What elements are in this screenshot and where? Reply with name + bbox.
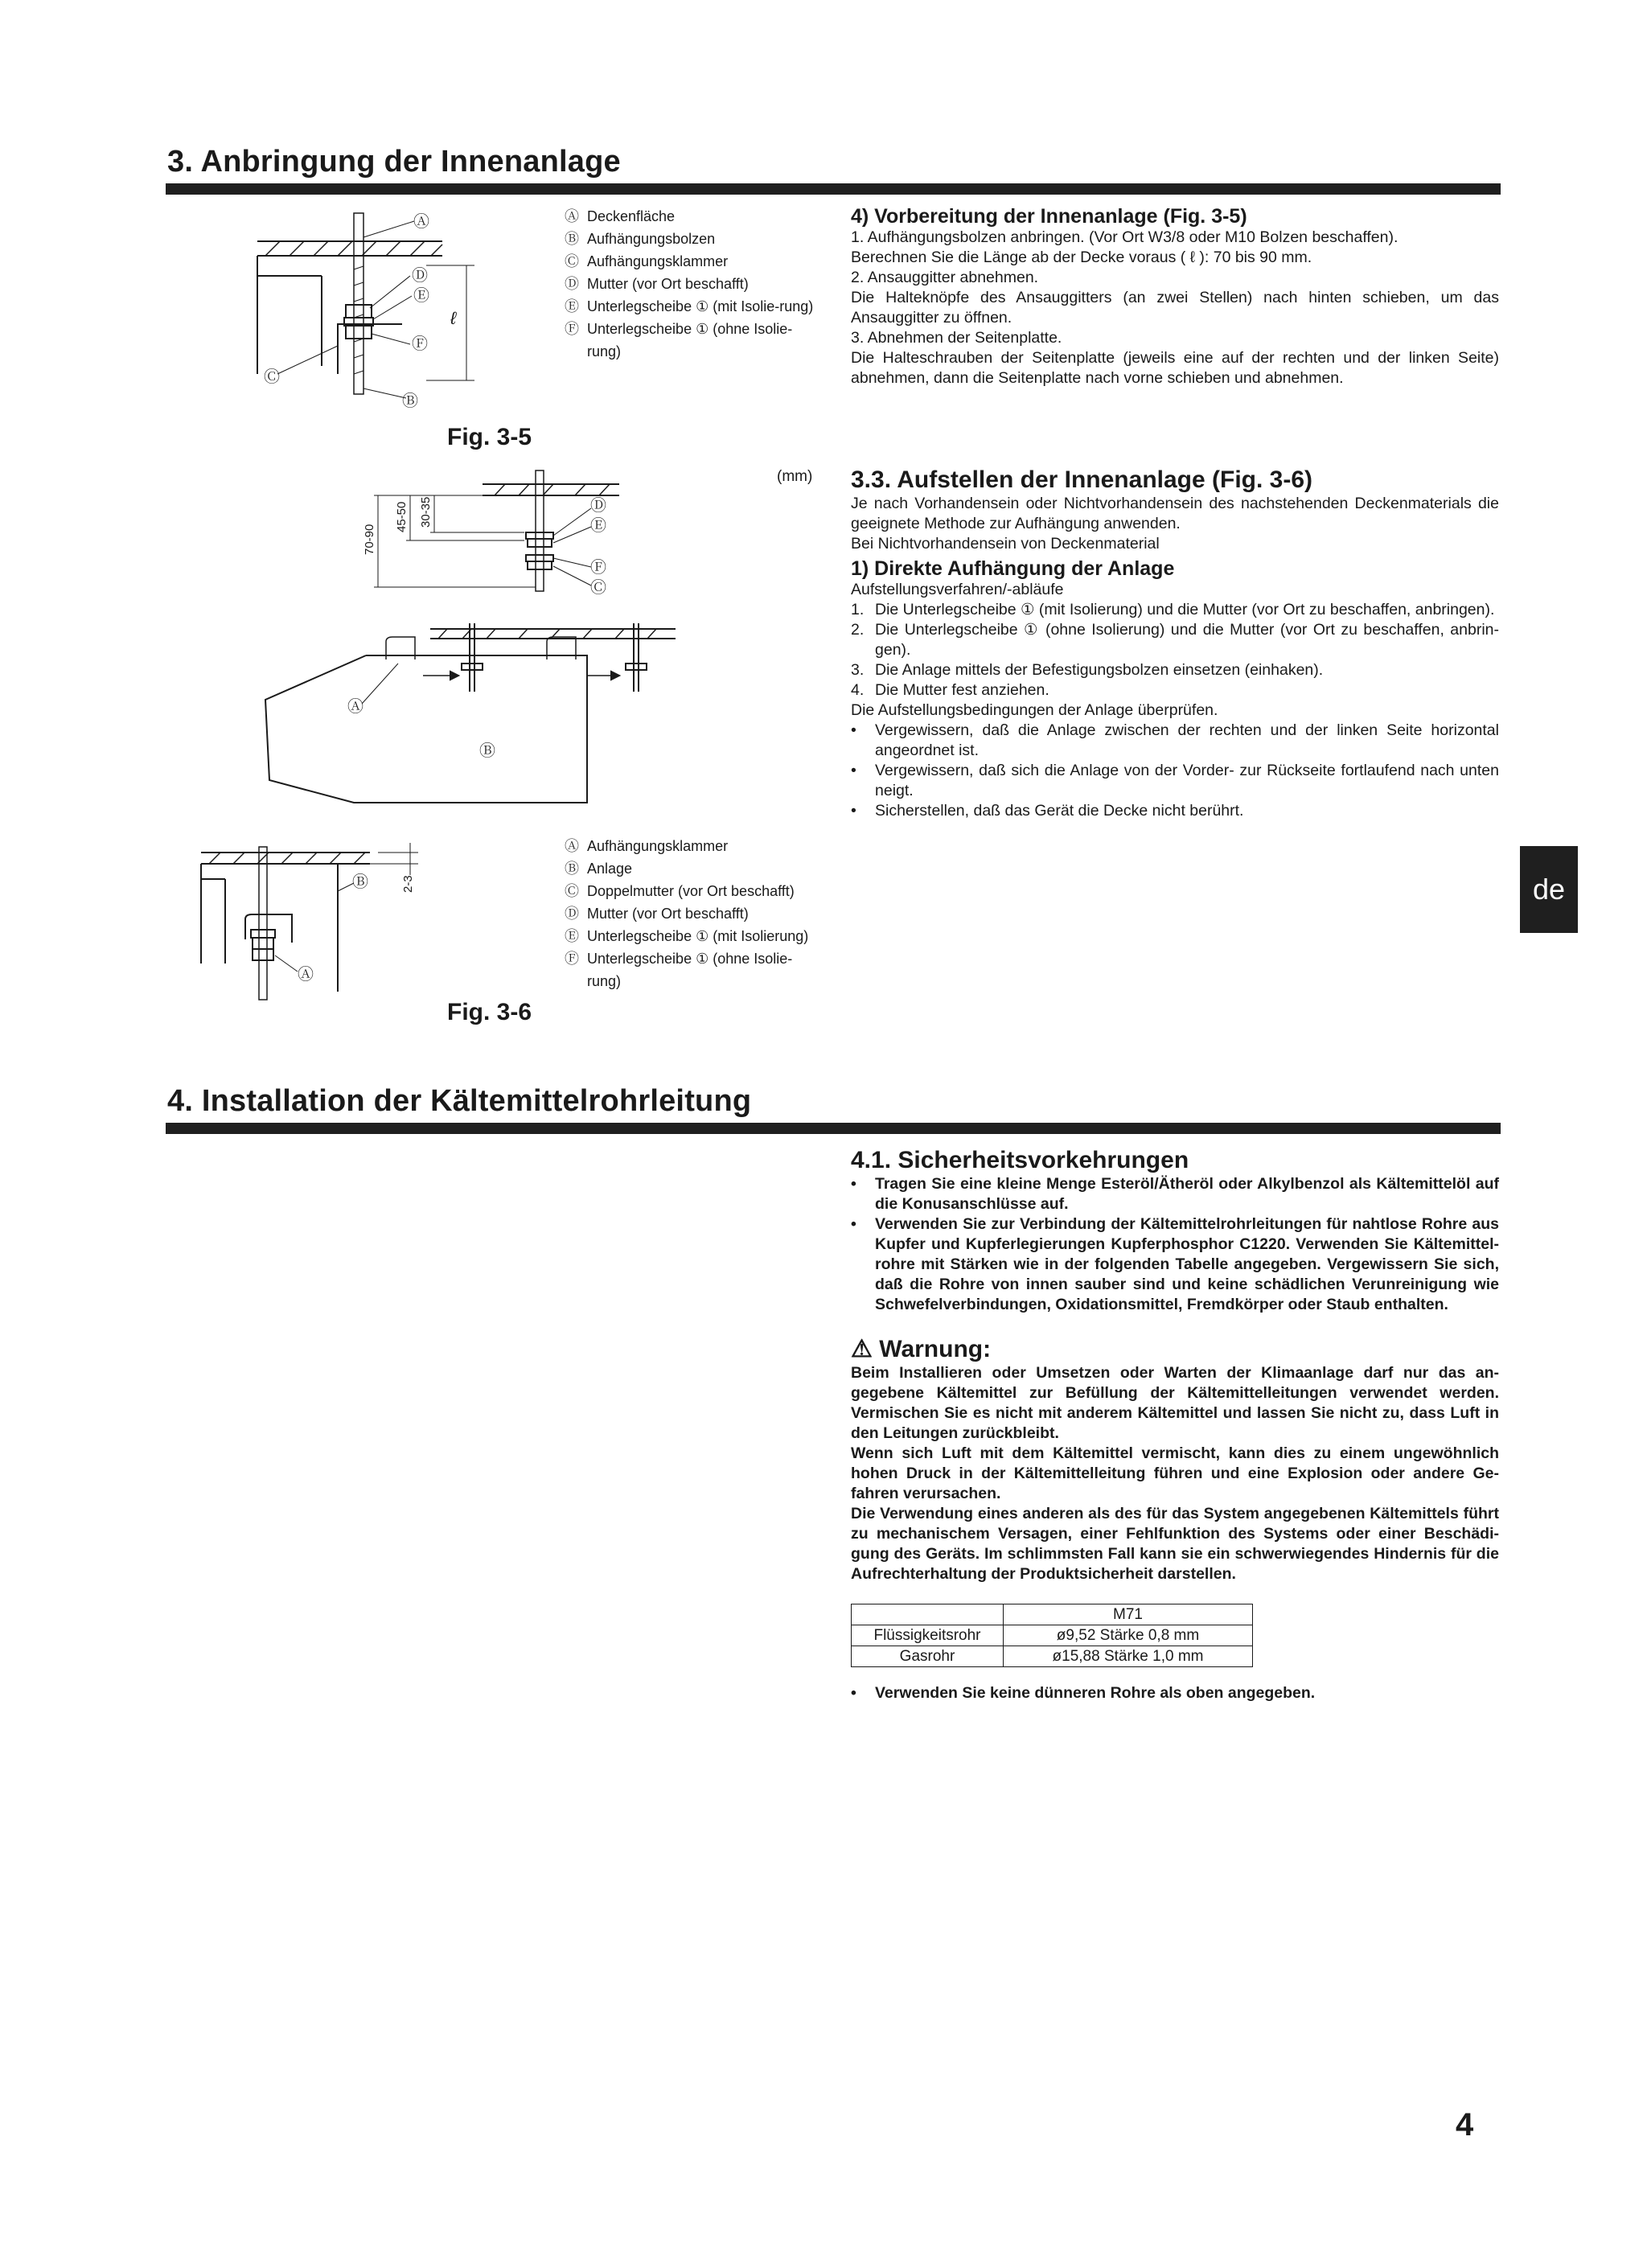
legend-item: Ⓕ Unterlegscheibe ① (ohne Isolie-rung) [565,951,793,989]
fig35-label-b: Ⓑ [402,392,418,410]
fig36-label-c: Ⓒ [590,579,606,597]
safety-bullet: • Tragen Sie eine kleine Menge Esteröl/Ätheröl oder Alkylbenzol als Kältemittelöl auf die Konusanschlüsse auf. [851,1175,1499,1213]
dim-70-90: 70-90 [363,524,376,555]
section-3-title: 3. Anbringung der Innenanlage [167,145,621,179]
install-intro: Je nach Vorhandensein oder Nichtvorhandensein des nachstehenden Deckenmaterials die geeignete Methode zur Aufhängung anwenden. [851,495,1499,532]
section-3-rule [166,183,1501,195]
fig36-label-f: Ⓕ [590,559,606,577]
legend-item: Ⓐ Aufhängungsklammer [565,838,729,854]
install-check: Die Aufstellungsbedingungen der Anlage überprüfen. [851,701,1218,719]
fig-3-6-unit: (mm) [777,468,813,485]
section-4-title: 4. Installation der Kältemittelrohrleitung [167,1084,752,1118]
install-section [851,466,1499,821]
legend-item: Ⓒ Aufhängungsklammer [565,253,729,269]
install-subheading: 1) Direkte Aufhängung der Anlage [851,557,1175,580]
fig35-label-c: Ⓒ [264,368,280,386]
warning-para: Die Verwendung eines anderen als des für das System angegebenen Kältemittels führt zu mechanischem Versagen, einer Fehlfunktion des Systems oder einer Beschädi-gung des Geräts. Im schlimmsten Fall kann sie ein schwerwiegendes Hindernis für die Aufrechterhaltung der Produktsicherheit darstellen. [851,1505,1499,1583]
warning-para: Wenn sich Luft mit dem Kältemittel vermischt, kann dies zu einem ungewöhnlich hohen Druck in der Kältemittelleitung führen und eine Explosion oder andere Ge-fahren verursachen. [851,1444,1499,1502]
install-intro-2: Bei Nichtvorhandensein von Deckenmaterial [851,535,1160,553]
fig36-bracket-label-a: Ⓐ [298,966,314,984]
warning-icon: ⚠ [851,1336,873,1362]
fig36-bracket-label-b: Ⓑ [352,873,368,891]
fig-3-6-bracket-drawing [185,843,491,1012]
table-cell: ø15,88 Stärke 1,0 mm [1004,1646,1253,1667]
install-bullet: • Vergewissern, daß die Anlage zwischen der rechten und der linken Seite horizontal angeordnet ist. [851,721,1499,759]
prep-line: Berechnen Sie die Länge ab der Decke voraus ( ℓ ): 70 bis 90 mm. [851,249,1312,266]
legend-item: Ⓔ Unterlegscheibe ① (mit Isolie-rung) [565,298,814,314]
section-4-rule [166,1123,1501,1134]
pipe-table [851,1604,1253,1667]
fig36-label-a: Ⓐ [347,698,363,716]
prep-line: Die Halteknöpfe des Ansauggitters (an zwei Stellen) nach hinten schieben, um das Ansauggitter zu öffnen. [851,289,1499,327]
legend-item: Ⓑ Anlage [565,861,633,877]
install-bullet: • Vergewissern, daß sich die Anlage von der Vorder- zur Rückseite fortlaufend nach unten neigt. [851,762,1499,799]
install-step: 2. Die Unterlegscheibe ① (ohne Isolierung) und die Mutter (vor Ort zu beschaffen, anbrin-gen). [851,621,1499,659]
dim-30-35: 30-35 [419,496,433,528]
legend-item: Ⓔ Unterlegscheibe ① (mit Isolierung) [565,928,809,944]
prep-line: 3. Abnehmen der Seitenplatte. [851,329,1062,347]
install-step: 4. Die Mutter fest anziehen. [851,681,1049,699]
page-number: 4 [1456,2107,1474,2143]
warning-para: Beim Installieren oder Umsetzen oder Warten der Klimaanlage darf nur das an-gegebene Kältemittel zur Befüllung der Kältemittelleitungen verwendet werden. Vermischen Sie es nicht mit anderem Kältemittel und lassen Sie nicht zu, dass Luft in den Leitungen zurückbleibt. [851,1364,1499,1442]
fig-3-5-caption: Fig. 3-5 [447,424,532,450]
safety-bullet: • Verwenden Sie zur Verbindung der Kältemittelrohrleitungen für nahtlose Rohre aus Kupfer und Kupferlegierungen Kupferphosphor C1220. Verwenden Sie Kältemittel-rohre mit Stärken wie in der folgenden Tabelle angegeben. Vergewissern Sie sich, daß die Rohre von innen sauber sind und keine schädlichen Verunreinigung wie Schwefelverbindungen, Oxidationsmittel, Fremdkörper oder Staub enthalten. [851,1215,1499,1313]
safety-heading: 4.1. Sicherheitsvorkehrungen [851,1147,1189,1173]
prep-line: Die Halteschrauben der Seitenplatte (jeweils eine auf der rechten und der linken Seite) abnehmen, dann die Seitenplatte nach vorne schieben und abnehmen. [851,349,1499,387]
legend-item: Ⓐ Deckenfläche [565,208,676,224]
fig35-label-a: Ⓐ [413,213,429,231]
safety-section [851,1147,1499,1703]
prep-line: 2. Ansauggitter abnehmen. [851,269,1039,286]
pipe-note: • Verwenden Sie keine dünneren Rohre als oben angegeben. [851,1684,1316,1702]
table-cell: Flüssigkeitsrohr [852,1625,1004,1646]
legend-item: Ⓓ Mutter (vor Ort beschafft) [565,276,749,292]
fig36-label-b: Ⓑ [479,742,495,760]
prep-section [851,205,1499,388]
install-sub-intro: Aufstellungsverfahren/-abläufe [851,581,1064,598]
legend-item: Ⓑ Aufhängungsbolzen [565,231,716,247]
fig-3-6-caption: Fig. 3-6 [447,999,532,1025]
table-cell: M71 [1004,1604,1253,1625]
table-row [852,1604,1253,1625]
legend-item: Ⓕ Unterlegscheibe ① (ohne Isolie-rung) [565,321,793,360]
fig-3-5-drawing [241,205,579,422]
table-row [852,1646,1253,1667]
install-step: 3. Die Anlage mittels der Befestigungsbolzen einsetzen (einhaken). [851,661,1324,679]
language-tab: de [1520,846,1578,933]
fig-3-6-detail-drawing [354,466,627,603]
fig35-label-d: Ⓓ [412,267,428,285]
fig35-label-e: Ⓔ [413,287,429,305]
legend-item: Ⓓ Mutter (vor Ort beschafft) [565,906,749,922]
fig35-label-f: Ⓕ [412,335,428,353]
install-step: 1. Die Unterlegscheibe ① (mit Isolierung) und die Mutter (vor Ort zu beschaffen, anbringen). [851,601,1495,618]
install-heading: 3.3. Aufstellen der Innenanlage (Fig. 3-6) [851,466,1312,493]
table-cell [852,1604,1004,1625]
prep-line: 1. Aufhängungsbolzen anbringen. (Vor Ort W3/8 oder M10 Bolzen beschaffen). [851,228,1399,246]
install-bullet: • Sicherstellen, daß das Gerät die Decke nicht berührt. [851,802,1244,820]
table-cell: Gasrohr [852,1646,1004,1667]
dim-45-50: 45-50 [395,501,409,532]
table-cell: ø9,52 Stärke 0,8 mm [1004,1625,1253,1646]
fig-3-5-legend [565,205,814,363]
legend-item: Ⓒ Doppelmutter (vor Ort beschafft) [565,883,795,899]
warning-heading: ⚠ Warnung: [851,1336,992,1362]
fig-3-6-unit-drawing [257,619,692,836]
table-row [852,1625,1253,1646]
fig35-dim-l: ℓ [450,308,457,328]
fig-3-6-legend [565,835,822,992]
fig36-label-d: Ⓓ [590,497,606,515]
prep-heading: 4) Vorbereitung der Innenanlage (Fig. 3-5) [851,205,1247,228]
dim-2-3: 2-3 [401,875,415,893]
fig36-label-e: Ⓔ [590,517,606,535]
